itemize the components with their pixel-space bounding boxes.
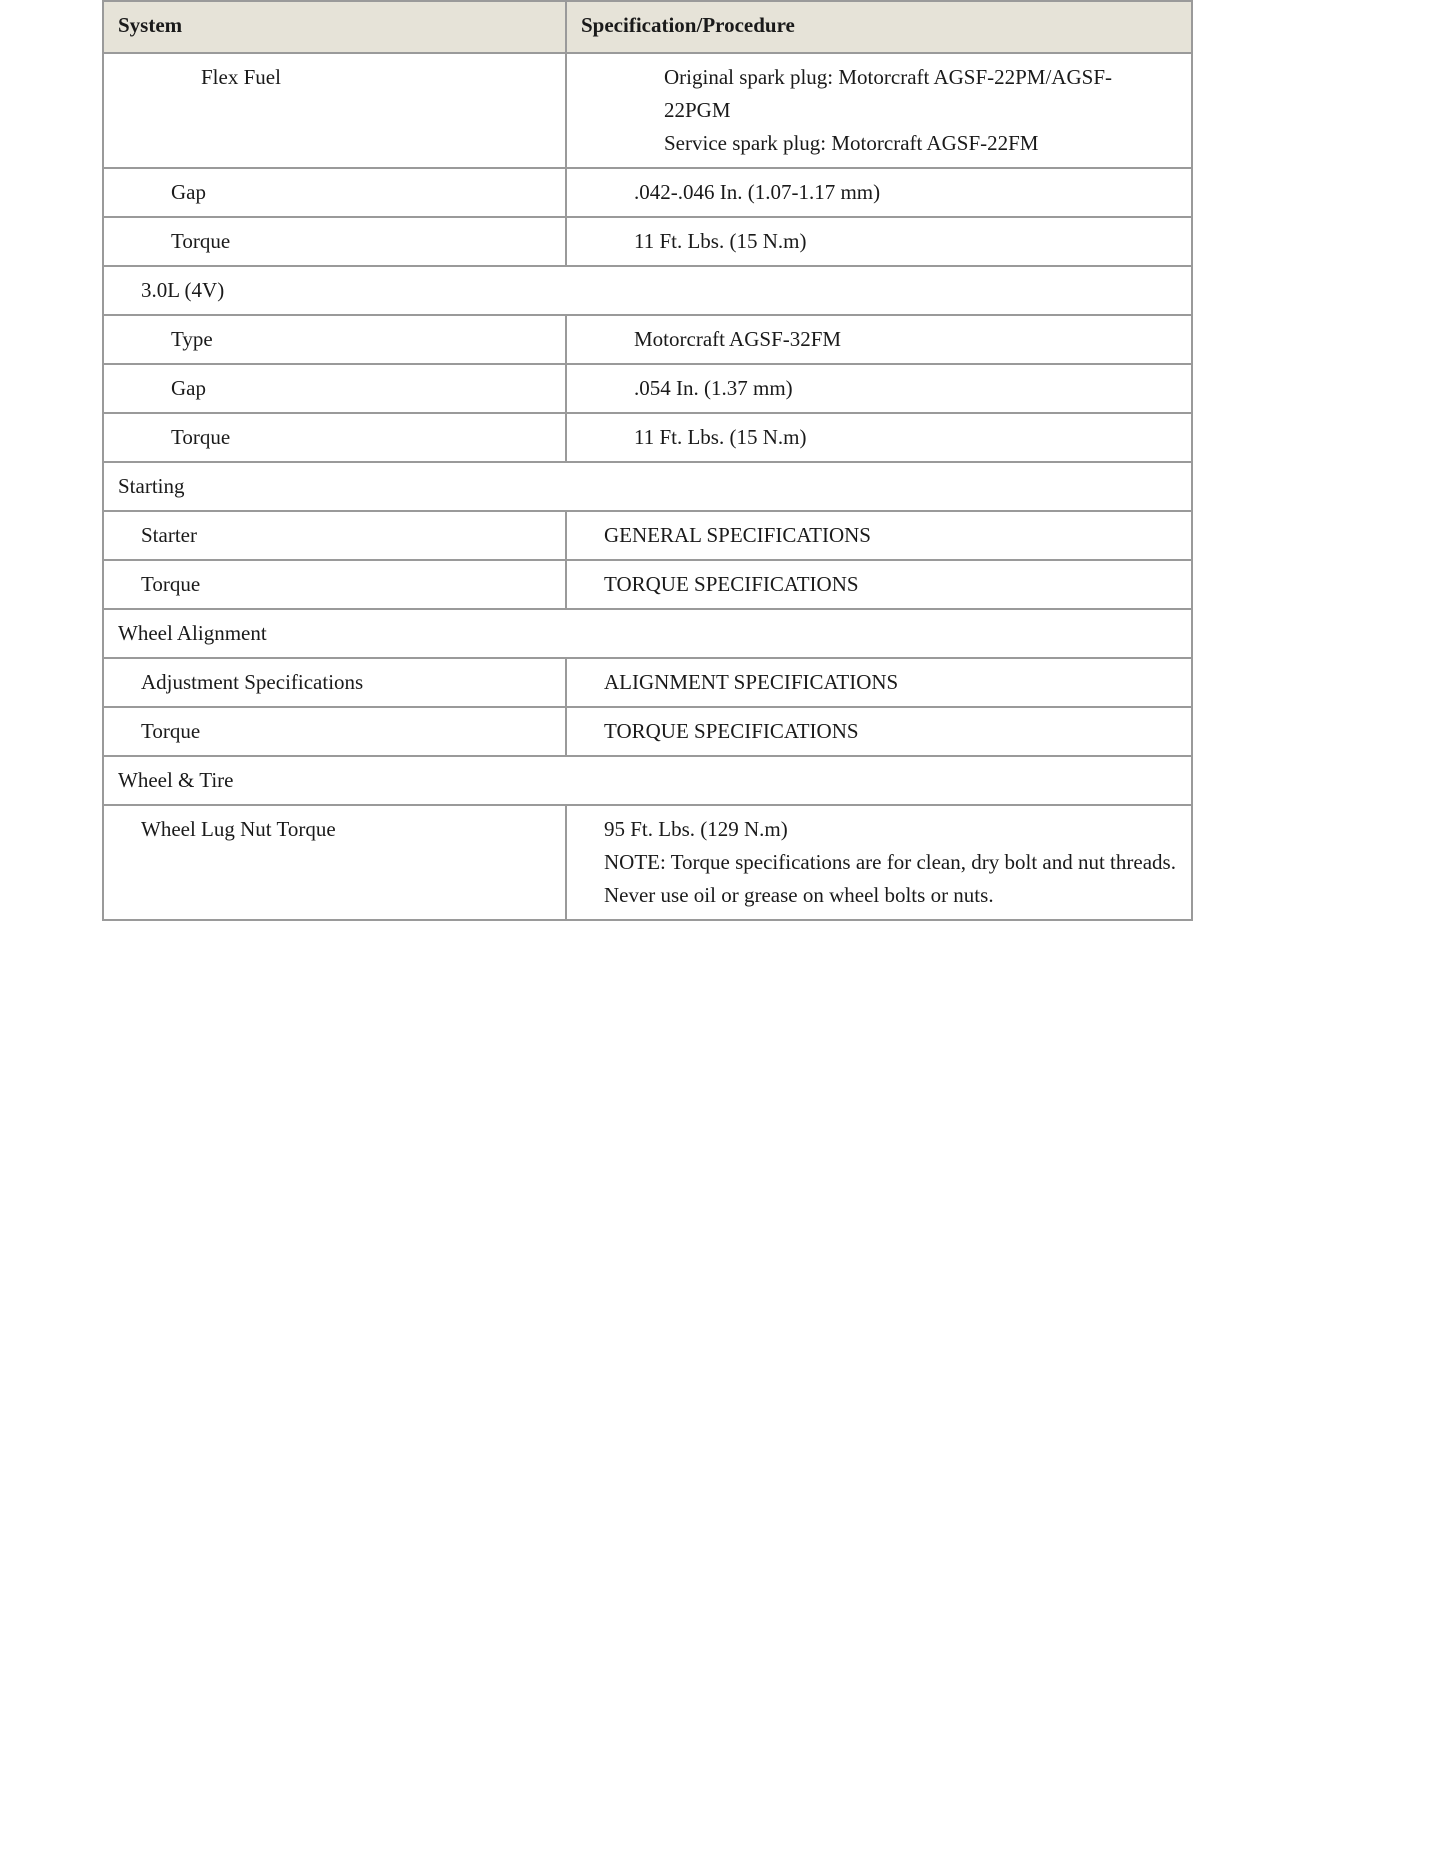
table-row	[103, 511, 1192, 560]
column-header-specification: Specification/Procedure	[566, 1, 1192, 53]
spec-cell: ALIGNMENT SPECIFICATIONS	[566, 658, 1192, 707]
system-cell: Torque	[103, 217, 566, 266]
spec-line: Original spark plug: Motorcraft AGSF-22PM/AGSF-22PGM	[664, 65, 1112, 122]
spec-cell: .042-.046 In. (1.07-1.17 mm)	[566, 168, 1192, 217]
system-cell: Torque	[103, 560, 566, 609]
specifications-table	[102, 0, 1193, 921]
spec-cell	[566, 805, 1192, 920]
table-row	[103, 413, 1192, 462]
spec-line: Service spark plug: Motorcraft AGSF-22FM	[664, 131, 1039, 155]
note-text: NOTE: Torque specifications are for clean, dry bolt and nut threads. Never use oil or grease on wheel bolts or nuts.	[604, 850, 1176, 907]
column-header-system: System	[103, 1, 566, 53]
group-heading: Wheel & Tire	[103, 756, 1192, 805]
table-row	[103, 560, 1192, 609]
system-cell: Starter	[103, 511, 566, 560]
spec-cell: 11 Ft. Lbs. (15 N.m)	[566, 413, 1192, 462]
system-cell: Torque	[103, 707, 566, 756]
system-cell: Gap	[103, 168, 566, 217]
group-row	[103, 266, 1192, 315]
spec-cell: .054 In. (1.37 mm)	[566, 364, 1192, 413]
system-cell: Adjustment Specifications	[103, 658, 566, 707]
spec-cell: TORQUE SPECIFICATIONS	[566, 707, 1192, 756]
table-row	[103, 53, 1192, 168]
table-row	[103, 707, 1192, 756]
table-row	[103, 658, 1192, 707]
group-heading: 3.0L (4V)	[103, 266, 1192, 315]
table-row	[103, 805, 1192, 920]
group-row	[103, 609, 1192, 658]
group-row	[103, 462, 1192, 511]
group-row	[103, 756, 1192, 805]
spec-line: 95 Ft. Lbs. (129 N.m)	[604, 817, 788, 841]
table-row	[103, 315, 1192, 364]
group-heading: Wheel Alignment	[103, 609, 1192, 658]
spec-cell: TORQUE SPECIFICATIONS	[566, 560, 1192, 609]
table-row	[103, 364, 1192, 413]
system-cell: Type	[103, 315, 566, 364]
table-header-row	[103, 1, 1192, 53]
system-cell: Wheel Lug Nut Torque	[103, 805, 566, 920]
system-cell: Flex Fuel	[103, 53, 566, 168]
system-cell: Torque	[103, 413, 566, 462]
group-heading: Starting	[103, 462, 1192, 511]
spec-cell: 11 Ft. Lbs. (15 N.m)	[566, 217, 1192, 266]
system-cell: Gap	[103, 364, 566, 413]
spec-cell: Motorcraft AGSF-32FM	[566, 315, 1192, 364]
table-row	[103, 217, 1192, 266]
spec-cell: GENERAL SPECIFICATIONS	[566, 511, 1192, 560]
spec-cell	[566, 53, 1192, 168]
table-row	[103, 168, 1192, 217]
